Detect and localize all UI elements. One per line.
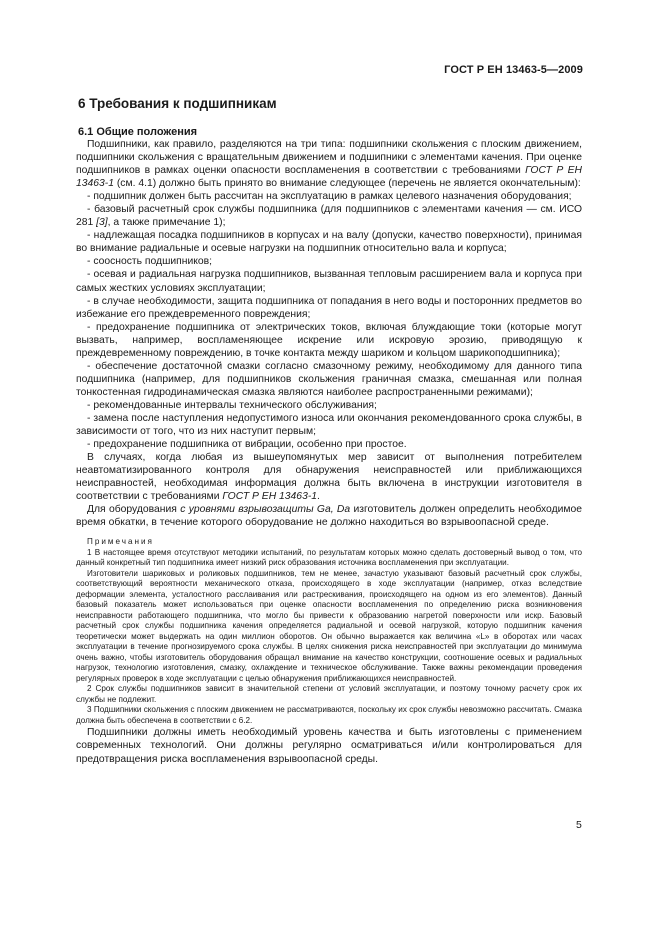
list-item: - замена после наступления недопустимого износа или окончания рекомендованного срока службы, в зависимости от того, что из них наступит первым;	[76, 412, 582, 438]
final-paragraph: Подшипники должны иметь необходимый уровень качества и быть изготовлены с применением современных технологий. Они должны регулярно осматриваться и/или контролироваться для предотвращения риска воспламенения взрывоопасной среды.	[76, 727, 582, 765]
note-1: 1 В настоящее время отсутствуют методики испытаний, по результатам которых можно сделать достоверный вывод о том, что данный конкретный тип подшипника имеет низкий риск образования источника воспламенения при эксплуатации.	[76, 547, 582, 568]
note-3: 3 Подшипники скольжения с плоским движением не рассматриваются, поскольку их срок службы невозможно рассчитать. Смазка должна быть обеспечена в соответствии с 6.2.	[76, 705, 582, 725]
page-number: 5	[576, 819, 582, 831]
list-item: - соосность подшипников;	[87, 256, 213, 268]
intro-paragraph: Подшипники, как правило, разделяются на три типа: подшипники скольжения с плоским движением, подшипники скольжения с вращательным движением и подшипники с элементами качения. При оценке подшипников в рамках оценки опасности воспламенения в соответствии с требованиями ГОСТ Р ЕН 13463-1 (см. 4.1) должно быть принято во внимание следующее (перечень не является окончательным):	[76, 139, 582, 190]
standard-reference: ГОСТ Р ЕН 13463-1	[76, 165, 582, 190]
cases-paragraph: В случаях, когда любая из вышеупомянутых мер зависит от выполнения потребителем неавтоматизированного контроля для обнаружения неисправностей или приближающихся неисправностей, необходимая информация должна быть включена в инструкции изготовителя в соответствии с требованиями ГОСТ Р ЕН 13463-1.	[76, 452, 582, 503]
protection-levels: с уровнями взрывозащиты Ga, Da	[180, 504, 351, 516]
standard-header: ГОСТ Р ЕН 13463-5—2009	[444, 64, 583, 76]
list-item: - надлежащая посадка подшипников в корпусах и на валу (допуски, качество поверхности), принимая во внимание радиальные и осевые нагрузки на подшипник относительно вала и корпуса;	[76, 230, 582, 255]
section-title: 6 Требования к подшипникам	[78, 96, 277, 111]
list-item: - подшипник должен быть рассчитан на эксплуатацию в рамках целевого назначения оборудования;	[87, 191, 572, 203]
notes-title: Примечания	[87, 537, 154, 547]
subsection-title: 6.1 Общие положения	[78, 126, 198, 138]
list-item: - рекомендованные интервалы технического обслуживания;	[87, 399, 377, 411]
list-item: - в случае необходимости, защита подшипника от попадания в него воды и посторонних предметов во избежание его преждевременного повреждения;	[76, 295, 582, 320]
bibliography-reference: [3]	[96, 217, 108, 229]
list-item: - предохранение подшипника от электрических токов, включая блуждающие токи (которые могут вызвать, например, воспламеняющее искрение или искровую эрозию, приводящую к преждевременному повреждению, в точке контакта между шариком и кольцом шарикоподшипника);	[76, 321, 582, 359]
list-item: - предохранение подшипника от вибрации, особенно при простое.	[87, 439, 407, 451]
list-item: - осевая и радиальная нагрузка подшипников, вызванная тепловым расширением вала и корпуса при самых жестких условиях эксплуатации;	[76, 269, 582, 294]
body-text	[76, 138, 582, 766]
list-item: - обеспечение достаточной смазки согласно смазочному режиму, необходимому для данного типа подшипника (например, для подшипников скольжения граничная смазка, смешанная или полная тонкостенная гидродинамическая смазка являются наиболее распространенными режимами);	[76, 360, 582, 398]
note-1-continued: Изготовители шариковых и роликовых подшипников, тем не менее, зачастую указывают базовый расчетный срок службы, соответствующий вероятности механического отказа, происходящего в ходе эксплуатации (например, отказ вследствие деформации элемента, усталостного расслаивания или растрескивания, происходящего на одном из его элементов). Данный базовый показатель может использоваться при оценке опасности воспламенения по определению риска возникновения неисправности работающего подшипника, что могло бы привести к образованию нагретой поверхности или искр. Базовый расчетный срок службы подшипника качения определяется радиальной и осевой нагрузкой, которую подшипник качения теоретически может выдержать на один миллион оборотов. Он обычно выражается как величина «L» в оборотах или часах эксплуатации в течение прогнозируемого срока службы. В целях снижения риска неисправностей при эксплуатации до минимума очень важно, чтобы изготовитель оборудования обращал внимание на качество конструкции, соотношение осевых и радиальных нагрузок, технологию изготовления, смазку, охлаждение и техническое обслуживание. Также важны рекомендации проведения регулярных проверок в ходе эксплуатации с целью обнаружения приближающихся неисправностей.	[76, 568, 582, 683]
note-2: 2 Срок службы подшипников зависит в значительной степени от условий эксплуатации, и поэтому точному расчету срок их службы не подлежит.	[76, 684, 582, 704]
equipment-paragraph: Для оборудования с уровнями взрывозащиты Ga, Da изготовитель должен определить необходимое время обкатки, в течение которого оборудование не должно находиться во взрывоопасной среде.	[76, 504, 582, 529]
notes-block	[76, 537, 582, 726]
standard-reference: ГОСТ Р ЕН 13463-1	[222, 491, 318, 503]
list-item: - базовый расчетный срок службы подшипника (для подшипников с элементами качения — см. ИСО 281 [3], а также примечание 1);	[76, 204, 582, 229]
